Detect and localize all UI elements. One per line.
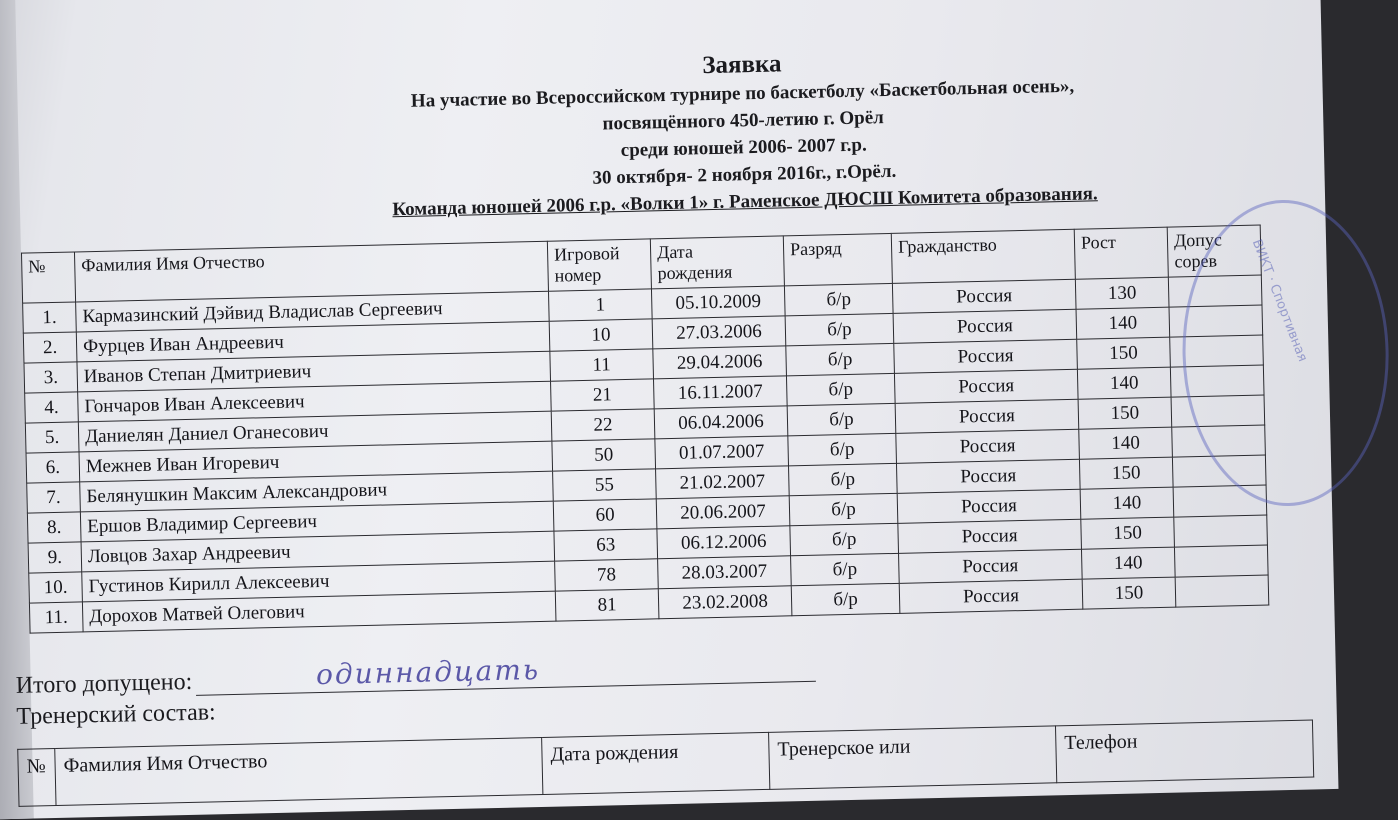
header-admit-l1: Допус bbox=[1173, 229, 1223, 251]
cell-citizenship: Россия bbox=[897, 489, 1081, 523]
cell-number: 21 bbox=[551, 379, 655, 411]
cell-admit bbox=[1169, 305, 1263, 337]
cell-admit bbox=[1170, 335, 1264, 367]
cell-rank: б/р bbox=[786, 373, 895, 405]
cell-rank: б/р bbox=[790, 523, 899, 555]
cell-name: Гончаров Иван Алексеевич bbox=[78, 381, 552, 422]
roster-table bbox=[21, 225, 1269, 634]
cell-rank: б/р bbox=[791, 583, 900, 615]
cell-citizenship: Россия bbox=[892, 279, 1076, 313]
cell-no: 11. bbox=[29, 602, 83, 633]
cell-no: 10. bbox=[29, 572, 83, 603]
cell-admit bbox=[1173, 485, 1267, 517]
cell-name: Фурцев Иван Андреевич bbox=[76, 321, 550, 362]
cell-dob: 27.03.2006 bbox=[652, 316, 786, 349]
header-line-1: На участие во Всероссийском турнире по баскетболу «Баскетбольная осень», bbox=[410, 75, 1075, 112]
cell-no: 2. bbox=[23, 332, 77, 363]
cell-no: 3. bbox=[24, 362, 78, 393]
header-line-2: посвящённого 450-летию г. Орёл bbox=[602, 107, 885, 135]
cell-number: 60 bbox=[553, 499, 657, 531]
header-line-4: 30 октября- 2 ноября 2016г., г.Орёл. bbox=[592, 160, 897, 189]
cell-name: Белянушкин Максим Александрович bbox=[80, 471, 554, 512]
cell-height: 140 bbox=[1077, 367, 1171, 399]
cell-name: Даниелян Даниел Оганесович bbox=[78, 411, 552, 452]
coaches-table bbox=[17, 719, 1314, 806]
cell-no: 7. bbox=[27, 482, 81, 513]
header-number-l2: номер bbox=[554, 264, 602, 286]
stamp-text: ВИКТ · Спортивная bbox=[1248, 237, 1310, 364]
cell-no: 4. bbox=[25, 392, 79, 423]
header-admit-l2: сорев bbox=[1174, 250, 1218, 272]
cell-dob: 01.07.2007 bbox=[655, 436, 789, 469]
document-header bbox=[222, 38, 1265, 227]
cell-dob: 06.04.2006 bbox=[654, 406, 788, 439]
coaches-header-dob: Дата рождения bbox=[542, 732, 770, 794]
cell-number: 63 bbox=[554, 529, 658, 561]
cell-name: Кармазинский Дэйвид Владислав Сергеевич bbox=[76, 291, 550, 332]
cell-name: Иванов Степан Дмитриевич bbox=[77, 351, 551, 392]
header-admit bbox=[1167, 225, 1261, 277]
cell-height: 130 bbox=[1075, 277, 1169, 309]
footer-section bbox=[15, 651, 817, 731]
cell-height: 150 bbox=[1082, 577, 1176, 609]
cell-name: Ершов Владимир Сергеевич bbox=[80, 501, 554, 542]
team-line: Команда юношей 2006 г.р. «Волки 1» г. Раменское ДЮСШ Комитета образования. bbox=[392, 183, 1098, 221]
cell-citizenship: Россия bbox=[899, 579, 1083, 613]
cell-rank: б/р bbox=[785, 313, 894, 345]
cell-name: Дорохов Матвей Олегович bbox=[82, 591, 556, 632]
coaches-header-phone: Телефон bbox=[1055, 720, 1313, 783]
coaches-header-no: № bbox=[18, 749, 56, 807]
cell-dob: 05.10.2009 bbox=[651, 286, 785, 319]
cell-height: 150 bbox=[1079, 457, 1173, 489]
handwritten-total: одиннадцать bbox=[315, 653, 541, 692]
cell-number: 22 bbox=[551, 409, 655, 441]
cell-rank: б/р bbox=[784, 283, 893, 315]
cell-number: 1 bbox=[548, 289, 652, 321]
cell-height: 140 bbox=[1076, 307, 1170, 339]
cell-citizenship: Россия bbox=[894, 369, 1078, 403]
cell-citizenship: Россия bbox=[894, 339, 1078, 373]
header-name: Фамилия Имя Отчество bbox=[74, 241, 548, 302]
header-height: Рост bbox=[1074, 227, 1168, 279]
header-line-3: среди юношей 2006- 2007 г.р. bbox=[620, 134, 867, 162]
cell-admit bbox=[1174, 515, 1268, 547]
cell-citizenship: Россия bbox=[895, 399, 1079, 433]
cell-dob: 28.03.2007 bbox=[658, 556, 792, 589]
cell-admit bbox=[1175, 575, 1269, 607]
cell-admit bbox=[1168, 275, 1262, 307]
cell-rank: б/р bbox=[789, 493, 898, 525]
cell-citizenship: Россия bbox=[898, 519, 1082, 553]
coaches-header-name: Фамилия Имя Отчество bbox=[55, 737, 543, 805]
cell-name: Ловцов Захар Андреевич bbox=[81, 531, 555, 572]
cell-name: Межнев Иван Игоревич bbox=[79, 441, 553, 482]
cell-citizenship: Россия bbox=[896, 429, 1080, 463]
cell-rank: б/р bbox=[787, 403, 896, 435]
document-title: Заявка bbox=[701, 50, 782, 80]
cell-dob: 20.06.2007 bbox=[656, 496, 790, 529]
cell-no: 9. bbox=[28, 542, 82, 573]
cell-number: 55 bbox=[553, 469, 657, 501]
cell-no: 1. bbox=[23, 302, 77, 333]
cell-name: Густинов Кирилл Алексеевич bbox=[82, 561, 556, 602]
cell-citizenship: Россия bbox=[893, 309, 1077, 343]
cell-height: 150 bbox=[1078, 397, 1172, 429]
cell-number: 10 bbox=[549, 319, 653, 351]
header-dob-l2: рождения bbox=[657, 261, 733, 284]
cell-admit bbox=[1170, 365, 1264, 397]
cell-no: 6. bbox=[26, 452, 80, 483]
cell-number: 78 bbox=[555, 559, 659, 591]
cell-citizenship: Россия bbox=[899, 549, 1083, 583]
cell-admit bbox=[1174, 545, 1268, 577]
cell-admit bbox=[1171, 395, 1265, 427]
cell-dob: 23.02.2008 bbox=[658, 586, 792, 619]
header-number-l1: Игровой bbox=[553, 243, 620, 265]
cell-dob: 29.04.2006 bbox=[653, 346, 787, 379]
cell-number: 81 bbox=[555, 589, 659, 621]
cell-rank: б/р bbox=[788, 433, 897, 465]
header-no: № bbox=[21, 252, 75, 303]
cell-dob: 16.11.2007 bbox=[654, 376, 788, 409]
header-rank: Разряд bbox=[783, 233, 892, 285]
cell-rank: б/р bbox=[789, 463, 898, 495]
header-dob-l1: Дата bbox=[656, 241, 694, 263]
header-dob bbox=[650, 236, 784, 289]
total-admitted-label: Итого допущено: bbox=[15, 668, 193, 699]
coaches-header-role: Тренерское или bbox=[769, 726, 1057, 789]
cell-height: 150 bbox=[1077, 337, 1171, 369]
coaching-staff-label: Тренерский состав: bbox=[16, 699, 216, 730]
cell-number: 50 bbox=[552, 439, 656, 471]
cell-citizenship: Россия bbox=[896, 459, 1080, 493]
cell-dob: 06.12.2006 bbox=[657, 526, 791, 559]
cell-height: 140 bbox=[1081, 547, 1175, 579]
cell-height: 150 bbox=[1081, 517, 1175, 549]
cell-no: 5. bbox=[25, 422, 79, 453]
cell-no: 8. bbox=[27, 512, 81, 543]
cell-height: 140 bbox=[1080, 487, 1174, 519]
cell-rank: б/р bbox=[791, 553, 900, 585]
header-citizenship: Гражданство bbox=[891, 229, 1075, 283]
cell-rank: б/р bbox=[786, 343, 895, 375]
cell-dob: 21.02.2007 bbox=[656, 466, 790, 499]
header-number bbox=[547, 239, 651, 291]
cell-admit bbox=[1172, 425, 1266, 457]
cell-admit bbox=[1172, 455, 1266, 487]
coaches-header-row bbox=[18, 720, 1314, 806]
cell-height: 140 bbox=[1079, 427, 1173, 459]
cell-number: 11 bbox=[550, 349, 654, 381]
